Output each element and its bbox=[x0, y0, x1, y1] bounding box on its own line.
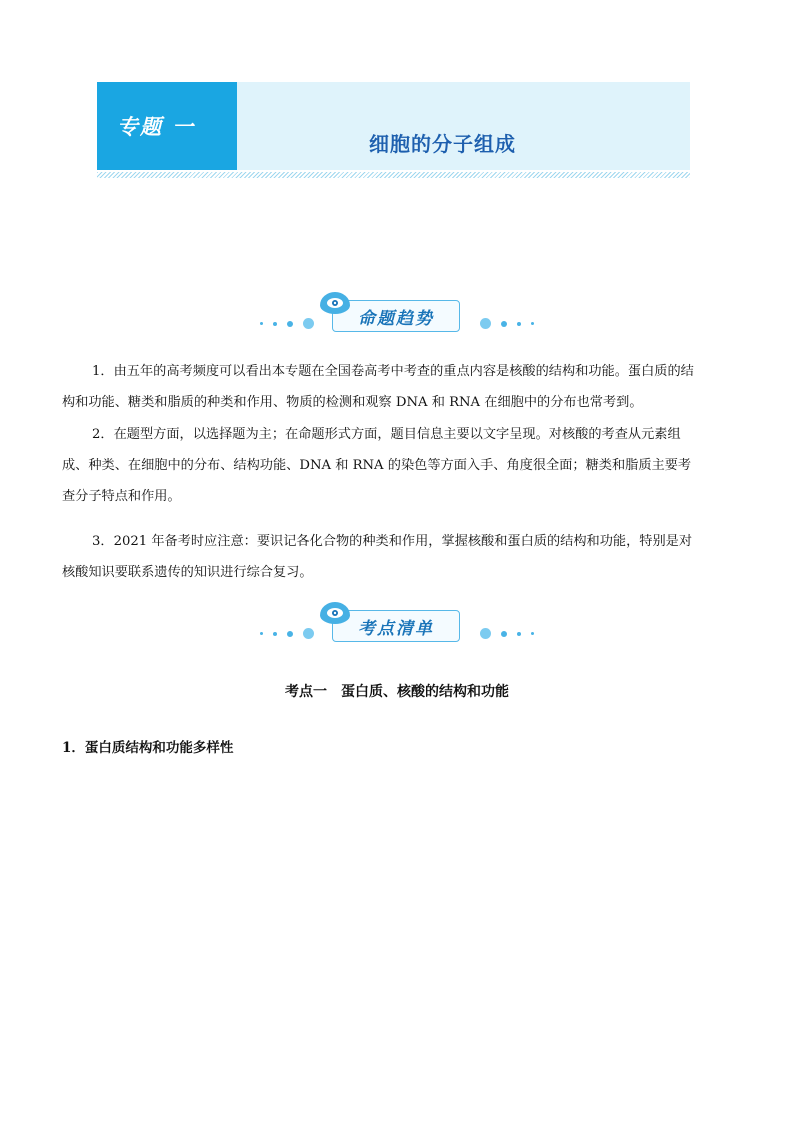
eye-icon bbox=[320, 292, 350, 314]
decor-dots-right bbox=[480, 628, 534, 639]
paragraph-2 bbox=[62, 419, 734, 512]
topic-title: 细胞的分子组成 bbox=[369, 132, 516, 156]
section-title-checklist: 考点清单 bbox=[332, 610, 460, 642]
topic-title-area bbox=[237, 82, 690, 170]
section-title-trend: 命题趋势 bbox=[332, 300, 460, 332]
paragraph-line: 查分子特点和作用。 bbox=[62, 489, 181, 504]
decor-dots-left bbox=[260, 628, 314, 639]
eye-icon bbox=[320, 602, 350, 624]
subsection-title: 1．蛋白质结构和功能多样性 bbox=[62, 740, 234, 756]
topic-label: 专题 一 bbox=[97, 82, 237, 170]
decor-dots-left bbox=[260, 318, 314, 329]
decor-dots-right bbox=[480, 318, 534, 329]
paragraph-line: 1．由五年的高考频度可以看出本专题在全国卷高考中考查的重点内容是核酸的结构和功能。蛋白质的结 bbox=[92, 364, 694, 379]
paragraph-line: 构和功能、糖类和脂质的种类和作用、物质的检测和观察 DNA 和 RNA 在细胞中的分布也常考到。 bbox=[62, 395, 643, 410]
paragraph-1 bbox=[62, 356, 734, 418]
section-header-trend bbox=[240, 292, 554, 340]
banner-hatch-divider bbox=[97, 172, 690, 178]
paragraph-line: 2．在题型方面，以选择题为主；在命题形式方面，题目信息主要以文字呈现。对核酸的考查从元素组 bbox=[92, 427, 681, 442]
kaodian-title: 考点一 蛋白质、核酸的结构和功能 bbox=[285, 684, 509, 700]
paragraph-line: 成、种类、在细胞中的分布、结构功能、DNA 和 RNA 的染色等方面入手、角度很全面；糖类和脂质主要考 bbox=[62, 458, 692, 473]
paragraph-3 bbox=[62, 526, 734, 588]
paragraph-line: 核酸知识要联系遗传的知识进行综合复习。 bbox=[62, 565, 313, 580]
paragraph-line: 3．2021 年备考时应注意：要识记各化合物的种类和作用，掌握核酸和蛋白质的结构和功能，特别是对 bbox=[92, 534, 693, 549]
section-header-checklist bbox=[240, 602, 554, 650]
topic-banner bbox=[97, 82, 690, 170]
